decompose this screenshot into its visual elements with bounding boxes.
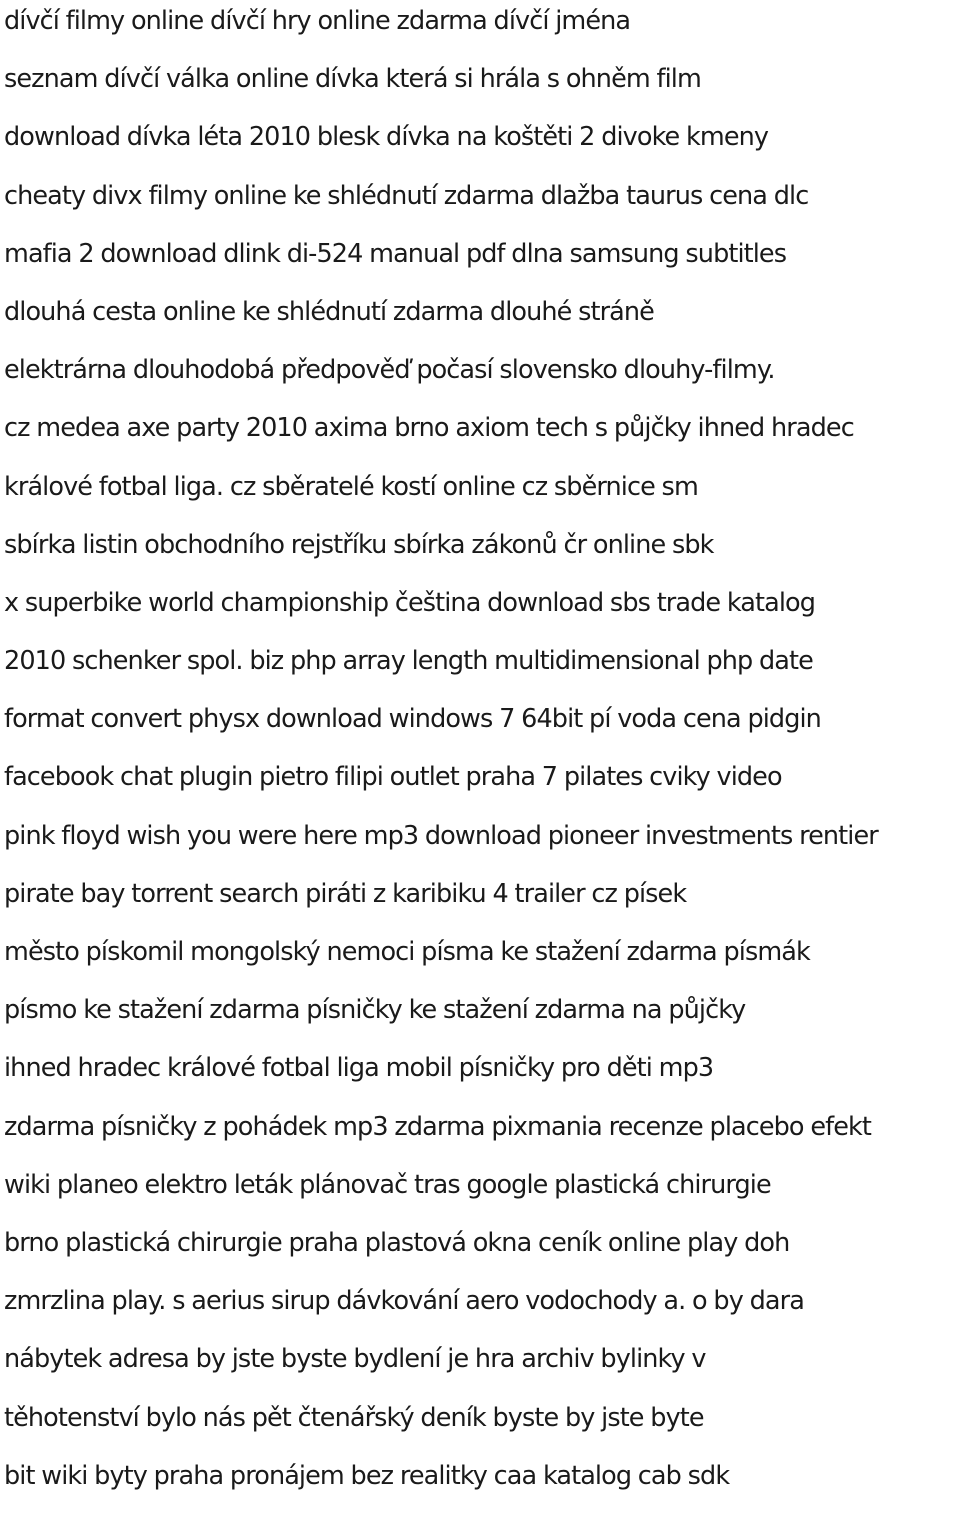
text-line: format convert physx download windows 7 64bit pí voda cena pidgin: [4, 704, 821, 735]
text-line: wiki planeo elektro leták plánovač tras google plastická chirurgie: [4, 1169, 771, 1200]
text-line: bit wiki byty praha pronájem bez realitky caa katalog cab sdk: [4, 1460, 730, 1491]
text-line: pirate bay torrent search piráti z karibiku 4 trailer cz písek: [4, 878, 687, 909]
text-line: zdarma písničky z pohádek mp3 zdarma pixmania recenze placebo efekt: [4, 1111, 871, 1142]
text-line: seznam dívčí válka online dívka která si hrála s ohněm film: [4, 64, 701, 95]
text-line: sbírka listin obchodního rejstříku sbírka zákonů čr online sbk: [4, 529, 714, 560]
text-line: dívčí filmy online dívčí hry online zdarma dívčí jména: [4, 6, 631, 36]
text-line: download dívka léta 2010 blesk dívka na koštěti 2 divoke kmeny: [4, 122, 769, 153]
text-line: x superbike world championship čeština download sbs trade katalog: [4, 587, 816, 618]
text-line: pink floyd wish you were here mp3 download pioneer investments rentier: [4, 820, 878, 851]
text-line: těhotenství bylo nás pět čtenářský deník byste by jste byte: [4, 1402, 704, 1433]
text-line: elektrárna dlouhodobá předpověď počasí slovensko dlouhy-filmy.: [4, 355, 775, 386]
text-line: město pískomil mongolský nemoci písma ke stažení zdarma písmák: [4, 937, 810, 967]
text-line: nábytek adresa by jste byste bydlení je hra archiv bylinky v: [4, 1344, 706, 1375]
text-line: mafia 2 download dlink di-524 manual pdf dlna samsung subtitles: [4, 238, 787, 269]
text-line: facebook chat plugin pietro filipi outlet praha 7 pilates cviky video: [4, 762, 782, 793]
text-line: brno plastická chirurgie praha plastová okna ceník online play doh: [4, 1227, 790, 1258]
text-line: písmo ke stažení zdarma písničky ke stažení zdarma na půjčky: [4, 995, 746, 1026]
document-body: [4, 0, 960, 1513]
text-line: ihned hradec králové fotbal liga mobil písničky pro děti mp3: [4, 1053, 714, 1084]
text-line: cheaty divx filmy online ke shlédnutí zdarma dlažba taurus cena dlc: [4, 180, 809, 211]
text-line: zmrzlina play. s aerius sirup dávkování aero vodochody a. o by dara: [4, 1286, 804, 1317]
text-line: dlouhá cesta online ke shlédnutí zdarma dlouhé stráně: [4, 296, 654, 327]
text-line: cz medea axe party 2010 axima brno axiom tech s půjčky ihned hradec: [4, 413, 854, 444]
text-line: králové fotbal liga. cz sběratelé kostí online cz sběrnice sm: [4, 471, 698, 502]
text-line: 2010 schenker spol. biz php array length multidimensional php date: [4, 646, 813, 677]
